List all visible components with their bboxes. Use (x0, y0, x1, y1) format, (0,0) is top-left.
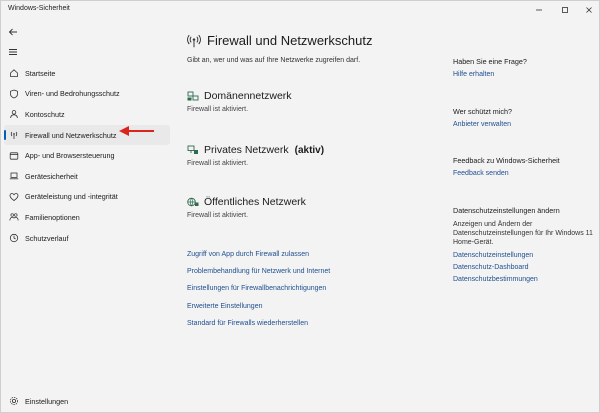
section-heading: Haben Sie eine Frage? (453, 57, 527, 66)
sidebar-item-label: Viren- und Bedrohungsschutz (25, 89, 120, 99)
section-heading: Datenschutzeinstellungen ändern (453, 206, 560, 215)
maximize-button[interactable] (553, 3, 577, 17)
close-button[interactable] (577, 3, 600, 17)
domain-network-icon (187, 91, 199, 101)
laptop-icon (9, 171, 19, 181)
link-notification-settings[interactable]: Einstellungen für Firewallbenachrichtigungen (187, 285, 327, 293)
link-privacy-statement[interactable]: Datenschutzbestimmungen (453, 276, 538, 283)
active-badge: (aktiv) (294, 144, 325, 156)
network-status: Firewall ist aktiviert. (187, 106, 249, 113)
firewall-links (187, 250, 330, 336)
sidebar-item-label: Familienoptionen (25, 212, 80, 222)
link-troubleshoot-network[interactable]: Problembehandlung für Netzwerk und Internet (187, 268, 331, 276)
sidebar-item-geraeteleistung[interactable] (1, 187, 173, 208)
feedback-section (453, 156, 560, 177)
network-name: Privates Netzwerk (204, 144, 289, 156)
privacy-description: Anzeigen und Ändern der Datenschutzeinstellungen für Ihr Windows 11 Home-Gerät. (453, 221, 593, 246)
sidebar-item-viren[interactable] (1, 84, 173, 105)
network-name: Öffentliches Netzwerk (204, 196, 306, 208)
network-status: Firewall ist aktiviert. (187, 160, 249, 167)
sidebar (1, 19, 173, 412)
network-domain[interactable] (187, 90, 292, 113)
person-icon (9, 109, 19, 119)
family-icon (9, 212, 19, 222)
page-title-text: Firewall und Netzwerkschutz (207, 33, 373, 48)
section-heading: Feedback zu Windows-Sicherheit (453, 156, 560, 165)
antenna-icon (9, 130, 19, 140)
link-send-feedback[interactable]: Feedback senden (453, 170, 509, 177)
section-heading: Wer schützt mich? (453, 107, 512, 116)
link-manage-providers[interactable]: Anbieter verwalten (453, 121, 511, 128)
sidebar-item-label: Einstellungen (25, 396, 69, 406)
help-section (453, 57, 527, 78)
public-network-icon (187, 197, 199, 207)
network-status: Firewall ist aktiviert. (187, 212, 249, 219)
private-network-icon (187, 145, 199, 155)
sidebar-item-schutzverlauf[interactable] (1, 228, 173, 249)
network-private[interactable] (187, 144, 324, 167)
sidebar-item-app-browser[interactable] (1, 145, 173, 166)
minimize-button[interactable] (527, 3, 551, 17)
browser-icon (9, 151, 19, 161)
page-subtitle: Gibt an, wer und was auf Ihre Netzwerke zugreifen darf. (187, 57, 361, 64)
link-privacy-settings[interactable]: Datenschutzeinstellungen (453, 252, 534, 259)
home-icon (9, 68, 19, 78)
hamburger-icon (8, 47, 18, 57)
link-allow-app[interactable]: Zugriff von App durch Firewall zulassen (187, 251, 310, 258)
sidebar-item-label: Startseite (25, 68, 56, 78)
privacy-section (453, 206, 593, 283)
sidebar-item-label: Gerätesicherheit (25, 171, 78, 181)
link-get-help[interactable]: Hilfe erhalten (453, 71, 495, 78)
gear-icon (9, 396, 19, 406)
hamburger-menu-button[interactable] (5, 45, 21, 59)
network-public[interactable] (187, 196, 306, 219)
sidebar-item-label: Schutzverlauf (25, 233, 69, 243)
sidebar-item-geraetesicherheit[interactable] (1, 166, 173, 187)
page-title (187, 33, 372, 48)
shield-icon (9, 89, 19, 99)
antenna-icon (187, 34, 201, 48)
title-bar (1, 1, 599, 19)
sidebar-item-label: Kontoschutz (25, 109, 65, 119)
sidebar-item-label: Firewall und Netzwerkschutz (25, 130, 117, 140)
link-advanced-settings[interactable]: Erweiterte Einstellungen (187, 302, 263, 310)
sidebar-item-label: Geräteleistung und -integrität (25, 192, 118, 202)
sidebar-item-startseite[interactable] (1, 63, 173, 84)
window-title: Windows-Sicherheit (8, 5, 70, 12)
sidebar-nav (1, 63, 173, 248)
close-icon (585, 6, 593, 14)
sidebar-item-familienoptionen[interactable] (1, 207, 173, 228)
provider-section (453, 107, 512, 128)
sidebar-item-einstellungen[interactable] (9, 396, 68, 406)
sidebar-item-label: App- und Browsersteuerung (25, 151, 115, 161)
link-privacy-dashboard[interactable]: Datenschutz-Dashboard (453, 264, 529, 271)
back-button[interactable] (5, 25, 21, 39)
red-arrow-annotation (119, 124, 155, 138)
network-name: Domänennetzwerk (204, 90, 292, 102)
sidebar-item-kontoschutz[interactable] (1, 104, 173, 125)
minimize-icon (535, 6, 543, 14)
heart-icon (9, 192, 19, 202)
history-icon (9, 233, 19, 243)
maximize-icon (561, 6, 569, 14)
back-arrow-icon (8, 27, 18, 37)
link-restore-defaults[interactable]: Standard für Firewalls wiederherstellen (187, 319, 308, 327)
